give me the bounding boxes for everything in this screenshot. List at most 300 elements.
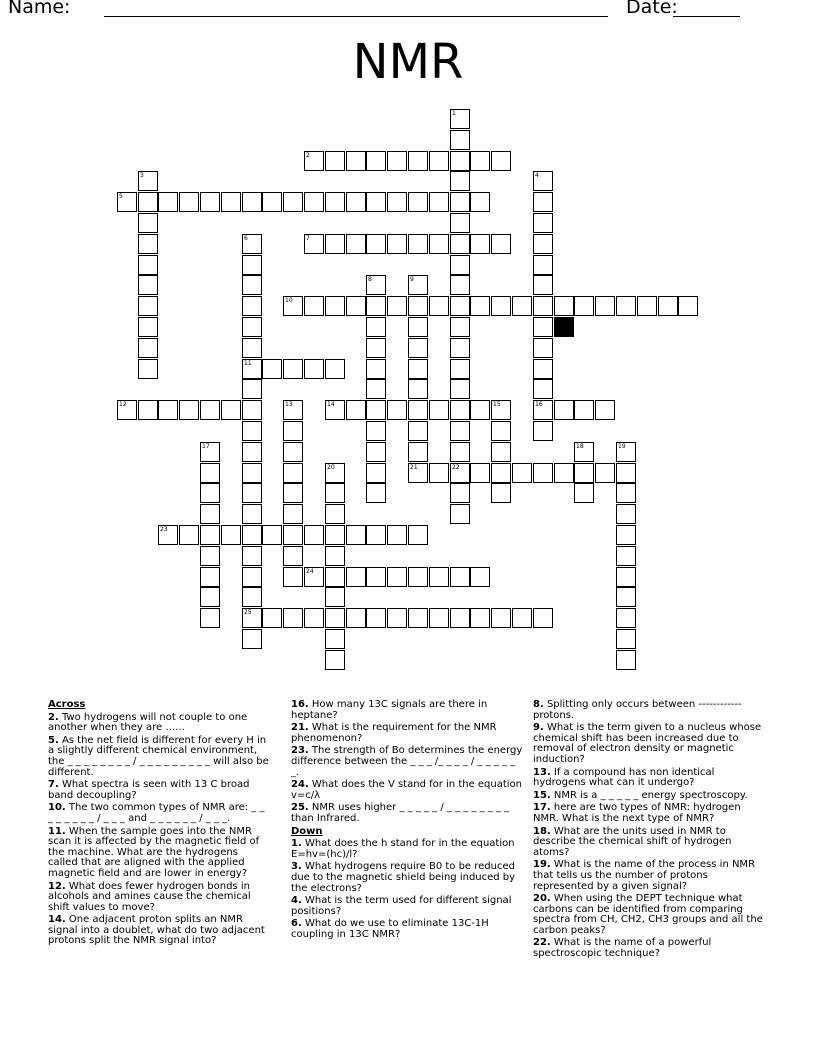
grid-cell[interactable] bbox=[346, 234, 366, 254]
grid-cell[interactable] bbox=[491, 400, 511, 420]
grid-cell[interactable] bbox=[450, 255, 470, 275]
grid-cell[interactable] bbox=[574, 296, 594, 316]
grid-cell[interactable] bbox=[408, 463, 428, 483]
grid-cell[interactable] bbox=[429, 234, 449, 254]
grid-cell[interactable] bbox=[283, 400, 303, 420]
grid-cell[interactable] bbox=[616, 587, 636, 607]
grid-cell[interactable] bbox=[533, 255, 553, 275]
grid-cell[interactable] bbox=[221, 192, 241, 212]
grid-cell[interactable] bbox=[117, 192, 137, 212]
grid-cell[interactable] bbox=[533, 338, 553, 358]
grid-cell[interactable] bbox=[138, 296, 158, 316]
clue-item bbox=[291, 746, 523, 778]
grid-cell[interactable] bbox=[242, 255, 262, 275]
grid-cell[interactable] bbox=[450, 171, 470, 191]
grid-cell[interactable] bbox=[117, 400, 137, 420]
grid-cell[interactable] bbox=[491, 234, 511, 254]
clue-number: 16. bbox=[291, 699, 309, 710]
grid-cell[interactable] bbox=[325, 400, 345, 420]
grid-cell[interactable] bbox=[366, 400, 386, 420]
grid-cell[interactable] bbox=[138, 192, 158, 212]
grid-cell[interactable] bbox=[200, 483, 220, 503]
grid-cell[interactable] bbox=[408, 151, 428, 171]
clue-text: What does the V stand for in the equation v=c/λ bbox=[291, 779, 523, 801]
clue-item bbox=[533, 938, 765, 959]
clue-text: What does fewer hydrogen bonds in alcohols and amines cause the chemical shift values to move? bbox=[48, 880, 251, 913]
cell-number: 7 bbox=[306, 235, 310, 242]
grid-cell[interactable] bbox=[283, 359, 303, 379]
clue-item bbox=[48, 827, 270, 880]
cell-number: 24 bbox=[306, 568, 314, 575]
grid-cell[interactable] bbox=[658, 296, 678, 316]
grid-cell[interactable] bbox=[512, 296, 532, 316]
clue-text: When using the DEPT technique what carbons can be identified from comparing spectra from CH, CH2, CH3 groups and all the carbon peaks? bbox=[533, 893, 763, 936]
grid-cell[interactable] bbox=[450, 608, 470, 628]
grid-cell[interactable] bbox=[325, 504, 345, 524]
grid-cell[interactable] bbox=[450, 421, 470, 441]
grid-cell[interactable] bbox=[283, 567, 303, 587]
grid-cell[interactable] bbox=[138, 338, 158, 358]
clue-item bbox=[291, 780, 523, 801]
grid-cell[interactable] bbox=[512, 608, 532, 628]
grid-cell[interactable] bbox=[574, 463, 594, 483]
grid-cell[interactable] bbox=[450, 400, 470, 420]
grid-cell[interactable] bbox=[366, 317, 386, 337]
grid-cell[interactable] bbox=[450, 130, 470, 150]
grid-cell[interactable] bbox=[533, 359, 553, 379]
grid-cell[interactable] bbox=[242, 400, 262, 420]
grid-cell[interactable] bbox=[491, 442, 511, 462]
clue-item bbox=[533, 803, 765, 824]
grid-cell[interactable] bbox=[387, 192, 407, 212]
grid-cell[interactable] bbox=[408, 608, 428, 628]
grid-cell[interactable] bbox=[304, 359, 324, 379]
grid-cell[interactable] bbox=[366, 463, 386, 483]
grid-cell[interactable] bbox=[283, 463, 303, 483]
grid-cell[interactable] bbox=[616, 463, 636, 483]
grid-cell[interactable] bbox=[616, 504, 636, 524]
grid-cell[interactable] bbox=[366, 338, 386, 358]
grid-cell[interactable] bbox=[450, 296, 470, 316]
grid-cell[interactable] bbox=[450, 151, 470, 171]
grid-cell[interactable] bbox=[346, 608, 366, 628]
grid-cell[interactable] bbox=[138, 171, 158, 191]
grid-cell[interactable] bbox=[200, 192, 220, 212]
grid-cell[interactable] bbox=[408, 400, 428, 420]
grid-cell[interactable] bbox=[450, 275, 470, 295]
grid-cell[interactable] bbox=[533, 379, 553, 399]
grid-cell[interactable] bbox=[616, 608, 636, 628]
clue-item bbox=[533, 860, 765, 892]
clue-number: 12. bbox=[48, 880, 66, 892]
grid-cell[interactable] bbox=[304, 192, 324, 212]
grid-cell[interactable] bbox=[533, 296, 553, 316]
cell-number: 12 bbox=[119, 401, 127, 408]
grid-cell[interactable] bbox=[616, 483, 636, 503]
grid-cell[interactable] bbox=[242, 317, 262, 337]
clue-number: 3. bbox=[291, 861, 302, 873]
grid-cell[interactable] bbox=[533, 463, 553, 483]
grid-cell[interactable] bbox=[554, 400, 574, 420]
grid-cell[interactable] bbox=[491, 483, 511, 503]
grid-cell[interactable] bbox=[221, 400, 241, 420]
grid-cell[interactable] bbox=[262, 192, 282, 212]
grid-cell[interactable] bbox=[366, 379, 386, 399]
cell-number: 19 bbox=[618, 443, 626, 450]
clue-text: The two common types of NMR are: _ _ _ _ _ _ _ _ / _ _ _ and _ _ _ _ _ _ / _ _ _. bbox=[48, 802, 265, 824]
grid-cell[interactable] bbox=[158, 400, 178, 420]
grid-cell[interactable] bbox=[138, 213, 158, 233]
clue-text: What is the term given to a nucleus whose chemical shift has been increased due to removal of electron density or magnetic induction? bbox=[533, 722, 762, 765]
grid-cell[interactable] bbox=[304, 608, 324, 628]
cell-number: 10 bbox=[285, 297, 293, 304]
grid-cell[interactable] bbox=[200, 400, 220, 420]
grid-cell[interactable] bbox=[429, 463, 449, 483]
grid-cell[interactable] bbox=[450, 234, 470, 254]
grid-cell[interactable] bbox=[158, 525, 178, 545]
grid-cell[interactable] bbox=[366, 525, 386, 545]
grid-cell[interactable] bbox=[637, 296, 657, 316]
grid-cell[interactable] bbox=[242, 525, 262, 545]
grid-cell[interactable] bbox=[366, 608, 386, 628]
grid-cell[interactable] bbox=[450, 213, 470, 233]
clue-column-2 bbox=[291, 700, 523, 942]
grid-cell[interactable] bbox=[678, 296, 698, 316]
grid-cell[interactable] bbox=[387, 400, 407, 420]
clue-text: Two hydrogens will not couple to one another when they are …... bbox=[48, 711, 248, 734]
grid-cell[interactable] bbox=[325, 151, 345, 171]
grid-cell[interactable] bbox=[179, 192, 199, 212]
grid-cell[interactable] bbox=[242, 483, 262, 503]
grid-cell[interactable] bbox=[242, 359, 262, 379]
clue-column-3 bbox=[533, 700, 765, 962]
grid-cell[interactable] bbox=[242, 234, 262, 254]
clue-item bbox=[291, 862, 523, 894]
grid-cell[interactable] bbox=[200, 525, 220, 545]
clue-number: 9. bbox=[533, 722, 544, 734]
grid-cell[interactable] bbox=[200, 504, 220, 524]
grid-cell[interactable] bbox=[387, 234, 407, 254]
grid-cell[interactable] bbox=[366, 275, 386, 295]
clue-number: 22. bbox=[533, 937, 551, 949]
grid-cell[interactable] bbox=[533, 421, 553, 441]
grid-cell[interactable] bbox=[616, 296, 636, 316]
grid-cell[interactable] bbox=[325, 234, 345, 254]
grid-cell[interactable] bbox=[408, 192, 428, 212]
grid-cell[interactable] bbox=[616, 442, 636, 462]
clue-number: 4. bbox=[291, 895, 302, 907]
grid-cell[interactable] bbox=[491, 151, 511, 171]
grid-cell[interactable] bbox=[387, 296, 407, 316]
grid-cell[interactable] bbox=[262, 608, 282, 628]
grid-cell[interactable] bbox=[283, 421, 303, 441]
grid-cell[interactable] bbox=[429, 296, 449, 316]
grid-cell[interactable] bbox=[242, 504, 262, 524]
grid-cell[interactable] bbox=[242, 587, 262, 607]
grid-cell[interactable] bbox=[242, 421, 262, 441]
clue-number: 11. bbox=[48, 825, 66, 837]
grid-cell[interactable] bbox=[491, 296, 511, 316]
grid-cell[interactable] bbox=[138, 317, 158, 337]
grid-cell[interactable] bbox=[346, 151, 366, 171]
grid-cell[interactable] bbox=[262, 525, 282, 545]
clue-item bbox=[533, 700, 765, 721]
grid-cell[interactable] bbox=[470, 608, 490, 628]
grid-cell[interactable] bbox=[158, 192, 178, 212]
grid-cell[interactable] bbox=[450, 442, 470, 462]
clue-text: What do we use to eliminate 13C-1H coupling in 13C NMR? bbox=[291, 918, 489, 940]
grid-cell[interactable] bbox=[616, 546, 636, 566]
grid-cell[interactable] bbox=[200, 546, 220, 566]
clue-column-1 bbox=[48, 700, 270, 949]
cell-number: 13 bbox=[285, 401, 293, 408]
grid-cell[interactable] bbox=[491, 463, 511, 483]
grid-cell[interactable] bbox=[595, 400, 615, 420]
cell-number: 23 bbox=[160, 526, 168, 533]
grid-cell[interactable] bbox=[366, 359, 386, 379]
clue-item bbox=[48, 780, 270, 801]
grid-cell[interactable] bbox=[346, 567, 366, 587]
grid-cell[interactable] bbox=[325, 525, 345, 545]
grid-cell[interactable] bbox=[283, 296, 303, 316]
grid-cell[interactable] bbox=[387, 525, 407, 545]
grid-cell[interactable] bbox=[304, 151, 324, 171]
grid-cell[interactable] bbox=[242, 296, 262, 316]
grid-cell[interactable] bbox=[366, 567, 386, 587]
cell-number: 1 bbox=[452, 110, 456, 117]
grid-cell[interactable] bbox=[242, 192, 262, 212]
grid-cell[interactable] bbox=[304, 234, 324, 254]
grid-cell[interactable] bbox=[325, 483, 345, 503]
grid-cell[interactable] bbox=[595, 463, 615, 483]
grid-cell[interactable] bbox=[346, 192, 366, 212]
grid-cell[interactable] bbox=[470, 151, 490, 171]
grid-cell[interactable] bbox=[450, 338, 470, 358]
clue-text: As the net field is different for every H in a slightly different chemical environment, the _ _ _ _ _ _ _ _ / _ _ _ _ _ _ _ _ _ will also be different. bbox=[48, 734, 269, 778]
grid-cell[interactable] bbox=[533, 234, 553, 254]
cell-number: 15 bbox=[493, 401, 501, 408]
grid-cell[interactable] bbox=[200, 608, 220, 628]
black-cell bbox=[554, 317, 574, 337]
clue-number: 15. bbox=[533, 789, 551, 801]
grid-cell[interactable] bbox=[138, 275, 158, 295]
grid-cell[interactable] bbox=[429, 567, 449, 587]
grid-cell[interactable] bbox=[366, 421, 386, 441]
clue-number: 23. bbox=[291, 745, 309, 757]
grid-cell[interactable] bbox=[346, 400, 366, 420]
grid-cell[interactable] bbox=[304, 525, 324, 545]
grid-cell[interactable] bbox=[450, 379, 470, 399]
clue-number: 10. bbox=[48, 802, 66, 814]
grid-cell[interactable] bbox=[346, 525, 366, 545]
clue-text: The strength of Bo determines the energy difference between the _ _ _ /_ _ _ _ / _ _ _ _ _ _. bbox=[291, 745, 523, 778]
grid-cell[interactable] bbox=[366, 192, 386, 212]
grid-cell[interactable] bbox=[616, 567, 636, 587]
grid-cell[interactable] bbox=[242, 567, 262, 587]
grid-cell[interactable] bbox=[470, 463, 490, 483]
grid-cell[interactable] bbox=[138, 359, 158, 379]
grid-cell[interactable] bbox=[408, 234, 428, 254]
grid-cell[interactable] bbox=[429, 151, 449, 171]
grid-cell[interactable] bbox=[408, 275, 428, 295]
grid-cell[interactable] bbox=[200, 442, 220, 462]
grid-cell[interactable] bbox=[450, 463, 470, 483]
grid-cell[interactable] bbox=[491, 608, 511, 628]
clue-text: Splitting only occurs between ------------ protons. bbox=[533, 699, 742, 721]
grid-cell[interactable] bbox=[408, 525, 428, 545]
cell-number: 16 bbox=[535, 401, 543, 408]
grid-cell[interactable] bbox=[450, 192, 470, 212]
grid-cell[interactable] bbox=[533, 400, 553, 420]
grid-cell[interactable] bbox=[408, 442, 428, 462]
grid-cell[interactable] bbox=[304, 567, 324, 587]
grid-cell[interactable] bbox=[283, 608, 303, 628]
grid-cell[interactable] bbox=[325, 587, 345, 607]
clue-number: 1. bbox=[291, 838, 302, 850]
grid-cell[interactable] bbox=[450, 109, 470, 129]
grid-cell[interactable] bbox=[200, 567, 220, 587]
grid-cell[interactable] bbox=[242, 338, 262, 358]
grid-cell[interactable] bbox=[533, 213, 553, 233]
grid-cell[interactable] bbox=[574, 442, 594, 462]
grid-cell[interactable] bbox=[387, 567, 407, 587]
across-heading: Across bbox=[48, 699, 86, 710]
grid-cell[interactable] bbox=[554, 463, 574, 483]
clue-item bbox=[533, 768, 765, 789]
grid-cell[interactable] bbox=[408, 296, 428, 316]
grid-cell[interactable] bbox=[450, 317, 470, 337]
grid-cell[interactable] bbox=[221, 525, 241, 545]
cell-number: 20 bbox=[327, 464, 335, 471]
grid-cell[interactable] bbox=[283, 483, 303, 503]
grid-cell[interactable] bbox=[325, 359, 345, 379]
grid-cell[interactable] bbox=[408, 317, 428, 337]
grid-cell[interactable] bbox=[616, 629, 636, 649]
grid-cell[interactable] bbox=[242, 546, 262, 566]
grid-cell[interactable] bbox=[242, 379, 262, 399]
cell-number: 22 bbox=[452, 464, 460, 471]
grid-cell[interactable] bbox=[533, 171, 553, 191]
grid-cell[interactable] bbox=[429, 608, 449, 628]
grid-cell[interactable] bbox=[470, 400, 490, 420]
grid-cell[interactable] bbox=[574, 483, 594, 503]
grid-cell[interactable] bbox=[179, 525, 199, 545]
grid-cell[interactable] bbox=[470, 296, 490, 316]
grid-cell[interactable] bbox=[450, 359, 470, 379]
grid-cell[interactable] bbox=[179, 400, 199, 420]
grid-cell[interactable] bbox=[470, 192, 490, 212]
cell-number: 8 bbox=[368, 276, 372, 283]
grid-cell[interactable] bbox=[242, 608, 262, 628]
grid-cell[interactable] bbox=[242, 275, 262, 295]
clue-item bbox=[291, 839, 523, 860]
grid-cell[interactable] bbox=[138, 234, 158, 254]
grid-cell[interactable] bbox=[554, 296, 574, 316]
grid-cell[interactable] bbox=[387, 608, 407, 628]
grid-cell[interactable] bbox=[366, 483, 386, 503]
grid-cell[interactable] bbox=[595, 296, 615, 316]
grid-cell[interactable] bbox=[408, 421, 428, 441]
clue-number: 17. bbox=[533, 802, 551, 814]
grid-cell[interactable] bbox=[325, 567, 345, 587]
clue-number: 21. bbox=[291, 722, 309, 734]
grid-cell[interactable] bbox=[491, 421, 511, 441]
cell-number: 18 bbox=[576, 443, 584, 450]
grid-cell[interactable] bbox=[366, 296, 386, 316]
grid-cell[interactable] bbox=[325, 296, 345, 316]
grid-cell[interactable] bbox=[325, 546, 345, 566]
grid-cell[interactable] bbox=[242, 442, 262, 462]
grid-cell[interactable] bbox=[283, 192, 303, 212]
grid-cell[interactable] bbox=[616, 650, 636, 670]
grid-cell[interactable] bbox=[242, 629, 262, 649]
grid-cell[interactable] bbox=[408, 567, 428, 587]
grid-cell[interactable] bbox=[408, 359, 428, 379]
grid-cell[interactable] bbox=[283, 442, 303, 462]
grid-cell[interactable] bbox=[450, 504, 470, 524]
grid-cell[interactable] bbox=[283, 546, 303, 566]
grid-cell[interactable] bbox=[366, 234, 386, 254]
grid-cell[interactable] bbox=[325, 192, 345, 212]
clue-item bbox=[291, 919, 523, 940]
clue-text: What is the term used for different signal positions? bbox=[291, 895, 512, 917]
grid-cell[interactable] bbox=[574, 400, 594, 420]
grid-cell[interactable] bbox=[366, 151, 386, 171]
grid-cell[interactable] bbox=[533, 608, 553, 628]
grid-cell[interactable] bbox=[325, 629, 345, 649]
cell-number: 17 bbox=[202, 443, 210, 450]
clue-item bbox=[291, 896, 523, 917]
clue-item bbox=[48, 713, 270, 734]
grid-cell[interactable] bbox=[346, 296, 366, 316]
grid-cell[interactable] bbox=[429, 192, 449, 212]
grid-cell[interactable] bbox=[242, 463, 262, 483]
page-title: NMR bbox=[352, 34, 464, 90]
grid-cell[interactable] bbox=[325, 608, 345, 628]
grid-cell[interactable] bbox=[408, 338, 428, 358]
grid-cell[interactable] bbox=[283, 504, 303, 524]
grid-cell[interactable] bbox=[470, 567, 490, 587]
grid-cell[interactable] bbox=[450, 567, 470, 587]
clue-item bbox=[533, 894, 765, 936]
grid-cell[interactable] bbox=[138, 255, 158, 275]
clue-item bbox=[48, 915, 270, 947]
grid-cell[interactable] bbox=[450, 483, 470, 503]
grid-cell[interactable] bbox=[429, 400, 449, 420]
grid-cell[interactable] bbox=[512, 463, 532, 483]
clue-text: here are two types of NMR: hydrogen NMR. What is the next type of NMR? bbox=[533, 802, 741, 824]
grid-cell[interactable] bbox=[138, 400, 158, 420]
grid-cell[interactable] bbox=[200, 587, 220, 607]
clue-text: What hydrogens require B0 to be reduced due to the magnetic shield being induced by the electrons? bbox=[291, 861, 516, 894]
grid-cell[interactable] bbox=[408, 379, 428, 399]
grid-cell[interactable] bbox=[262, 359, 282, 379]
grid-cell[interactable] bbox=[325, 650, 345, 670]
grid-cell[interactable] bbox=[533, 317, 553, 337]
grid-cell[interactable] bbox=[533, 275, 553, 295]
grid-cell[interactable] bbox=[470, 234, 490, 254]
grid-cell[interactable] bbox=[325, 463, 345, 483]
grid-cell[interactable] bbox=[387, 151, 407, 171]
grid-cell[interactable] bbox=[366, 442, 386, 462]
grid-cell[interactable] bbox=[283, 525, 303, 545]
grid-cell[interactable] bbox=[304, 296, 324, 316]
grid-cell[interactable] bbox=[200, 463, 220, 483]
grid-cell[interactable] bbox=[533, 192, 553, 212]
clue-item bbox=[291, 700, 523, 721]
clue-item bbox=[291, 723, 523, 744]
grid-cell[interactable] bbox=[616, 525, 636, 545]
